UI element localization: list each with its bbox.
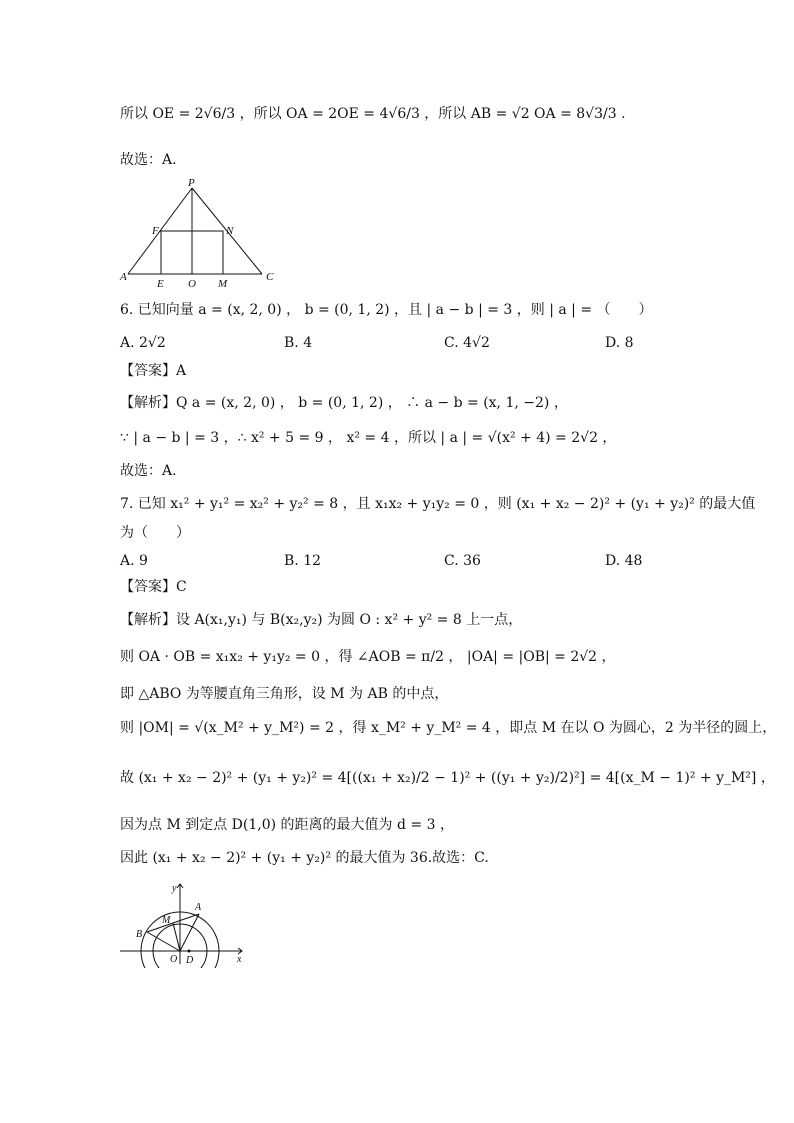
q6-analysis-1: 【解析】Q a = (x, 2, 0) ， b = (0, 1, 2) ， ∴ a − b = (x, 1, −2) ， (120, 395, 568, 411)
segment-om (173, 923, 180, 951)
q6-option-d: D. 8 (605, 335, 634, 351)
q7-analysis-1: 【解析】设 A(x₁,y₁) 与 B(x₂,y₂) 为圆 O : x² + y² = 8 上一点， (120, 612, 523, 628)
q6-option-a: A. 2√2 (120, 335, 166, 351)
point-d (188, 950, 191, 953)
q7-stem-1: 7. 已知 x₁² + y₁² = x₂² + y₂² = 8 ，且 x₁x₂ + y₁y₂ = 0 ，则 (x₁ + x₂ − 2)² + (y₁ + y₂)² 的最大值 (120, 496, 756, 512)
q7-analysis-7: 因此 (x₁ + x₂ − 2)² + (y₁ + y₂)² 的最大值为 36.故选：C. (120, 850, 489, 866)
q6-option-b: B. 4 (284, 335, 313, 351)
label-c: C (266, 271, 274, 283)
label-m: M (218, 278, 228, 290)
label-d2: D (186, 955, 194, 966)
q7-analysis-3: 即 △ABO 为等腰直角三角形，设 M 为 AB 的中点， (120, 686, 449, 702)
q6-conclusion: 故选：A. (120, 463, 177, 479)
label-n: N (226, 225, 234, 237)
q7-option-b: B. 12 (284, 553, 322, 569)
q6-answer: 【答案】A (120, 363, 187, 379)
q6-stem: 6. 已知向量 a = (x, 2, 0) ， b = (0, 1, 2) ，且 | a − b | = 3 ，则 | a | = （ ） (120, 302, 653, 318)
q7-analysis-4: 则 |OM| = √(x_M² + y_M²) = 2 ，得 x_M² + y_M² = 4 ，即点 M 在以 O 为圆心，2 为半径的圆上， (120, 720, 777, 736)
q6-option-c: C. 4√2 (444, 335, 490, 351)
circle-figure (118, 878, 250, 968)
label-o: O (188, 278, 196, 290)
q7-option-c: C. 36 (444, 553, 481, 569)
q7-analysis-2: 则 OA · OB = x₁x₂ + y₁y₂ = 0 ，得 ∠AOB = π/2 ， |OA| = |OB| = 2√2 ， (120, 649, 616, 665)
label-m2: M (162, 915, 171, 926)
label-f: F (152, 225, 159, 237)
q7-analysis-5: 故 (x₁ + x₂ − 2)² + (y₁ + y₂)² = 4[((x₁ + x₂)/2 − 1)² + ((y₁ + y₂)/2)²] = 4[(x_M − 1)² + y_M²] ， (120, 770, 775, 786)
q7-answer: 【答案】C (120, 579, 187, 595)
q6-analysis-2: ∵ | a − b | = 3 ，∴ x² + 5 = 9 ， x² = 4 ，所以 | a | = √(x² + 4) = 2√2 ， (120, 430, 617, 446)
q7-option-d: D. 48 (605, 553, 643, 569)
q7-stem-2: 为（ ） (120, 525, 190, 541)
q7-analysis-6: 因为点 M 到定点 D(1,0) 的距离的最大值为 d = 3 ， (120, 817, 454, 833)
label-x: x (237, 954, 242, 965)
label-b2: B (136, 929, 143, 940)
label-p: P (188, 177, 195, 189)
triangle-figure (118, 176, 278, 292)
label-y: y (172, 883, 177, 894)
oe-oa-ab-result: 所以 OE = 2√6/3 ，所以 OA = 2OE = 4√6/3 ，所以 AB = √2 OA = 8√3/3 . (120, 106, 626, 122)
segment-ob (147, 932, 180, 951)
answer-choice-a: 故选：A. (120, 152, 177, 168)
label-o2: O (170, 954, 178, 965)
label-a: A (120, 271, 127, 283)
q7-option-a: A. 9 (120, 553, 148, 569)
label-e: E (157, 278, 164, 290)
label-a2: A (195, 902, 202, 913)
